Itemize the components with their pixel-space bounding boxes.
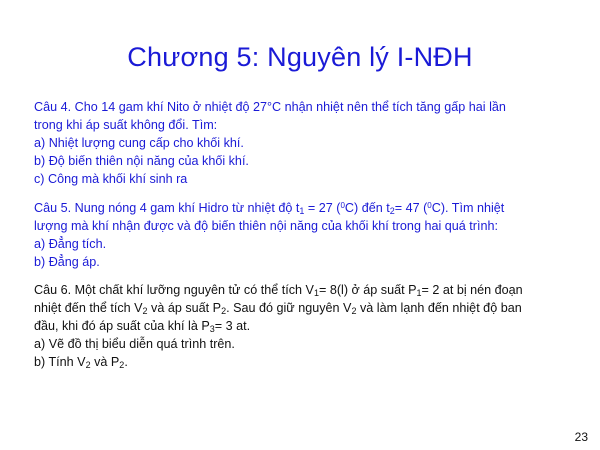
q6-line-3 — [34, 317, 574, 335]
q6-sub-p1: 1 — [416, 288, 422, 298]
q5-text-5: C). Tìm nhiệt — [431, 201, 505, 215]
q6-b-text-1: b) Tính V — [34, 355, 86, 369]
q5-text-3: C) đến t — [344, 201, 390, 215]
q6-part-a: a) Vẽ đồ thị biểu diễn quá trình trên. — [34, 337, 235, 351]
q6-sub-v1: 1 — [313, 288, 319, 298]
question-5 — [34, 199, 574, 271]
q6-l3-text-2: = 3 at. — [214, 319, 251, 333]
q5-part-b: b) Đẳng áp. — [34, 255, 100, 269]
page-number: 23 — [574, 430, 588, 444]
slide-title: Chương 5: Nguyên lý I-NĐH — [127, 42, 473, 72]
q6-sub-v2: 2 — [142, 306, 148, 316]
q6-sub-v2b: 2 — [351, 306, 357, 316]
q5-text-1: Câu 5. Nung nóng 4 gam khí Hidro từ nhiệt độ t — [34, 201, 300, 215]
q5-text-4: = 47 ( — [394, 201, 428, 215]
q5-line-1 — [34, 199, 574, 217]
q4-part-c: c) Công mà khối khí sinh ra — [34, 172, 188, 186]
q4-line-1: Câu 4. Cho 14 gam khí Nito ở nhiệt độ 27°C nhận nhiệt nên thể tích tăng gấp hai lần — [34, 100, 506, 114]
q6-line-1 — [34, 281, 574, 299]
q4-part-a: a) Nhiệt lượng cung cấp cho khối khí. — [34, 136, 244, 150]
question-4 — [34, 98, 574, 188]
q5-text-2: = 27 ( — [304, 201, 341, 215]
q5-part-a: a) Đẳng tích. — [34, 237, 107, 251]
q5-sub-t1: 1 — [299, 206, 305, 216]
q6-b-sub-p2: 2 — [119, 360, 125, 370]
q5-sup-2: 0 — [427, 201, 432, 210]
q6-sub-p2: 2 — [221, 306, 227, 316]
q6-l2-text-1: nhiệt đến thể tích V — [34, 301, 143, 315]
q6-b-sub-v2: 2 — [85, 360, 91, 370]
q6-sub-p3: 3 — [209, 324, 215, 334]
q6-l3-text-1: đầu, khi đó áp suất của khí là P — [34, 319, 210, 333]
q6-l2-text-2: và áp suất P — [147, 301, 222, 315]
question-6 — [34, 281, 574, 371]
q6-l2-text-3: . Sau đó giữ nguyên V — [226, 301, 352, 315]
q5-line-2: lượng mà khí nhận được và độ biến thiên nội năng của khối khí trong hai quá trình: — [34, 219, 498, 233]
q6-l1-text-1: Câu 6. Một chất khí lưỡng nguyên tử có thể tích V — [34, 283, 314, 297]
q6-l1-text-3: = 2 at bị nén đoạn — [421, 283, 523, 297]
q6-part-b — [34, 353, 574, 371]
q6-l1-text-2: = 8(l) ở áp suất P — [318, 283, 417, 297]
q6-line-2 — [34, 299, 574, 317]
q5-sub-t2: 2 — [389, 206, 395, 216]
q6-l2-text-4: và làm lạnh đến nhiệt độ ban — [356, 301, 522, 315]
q6-b-text-3: . — [124, 355, 128, 369]
q4-line-2: trong khi áp suất không đổi. Tìm: — [34, 118, 218, 132]
q4-part-b: b) Độ biến thiên nội năng của khối khí. — [34, 154, 249, 168]
q5-sup-1: 0 — [340, 201, 345, 210]
q6-b-text-2: và P — [90, 355, 120, 369]
